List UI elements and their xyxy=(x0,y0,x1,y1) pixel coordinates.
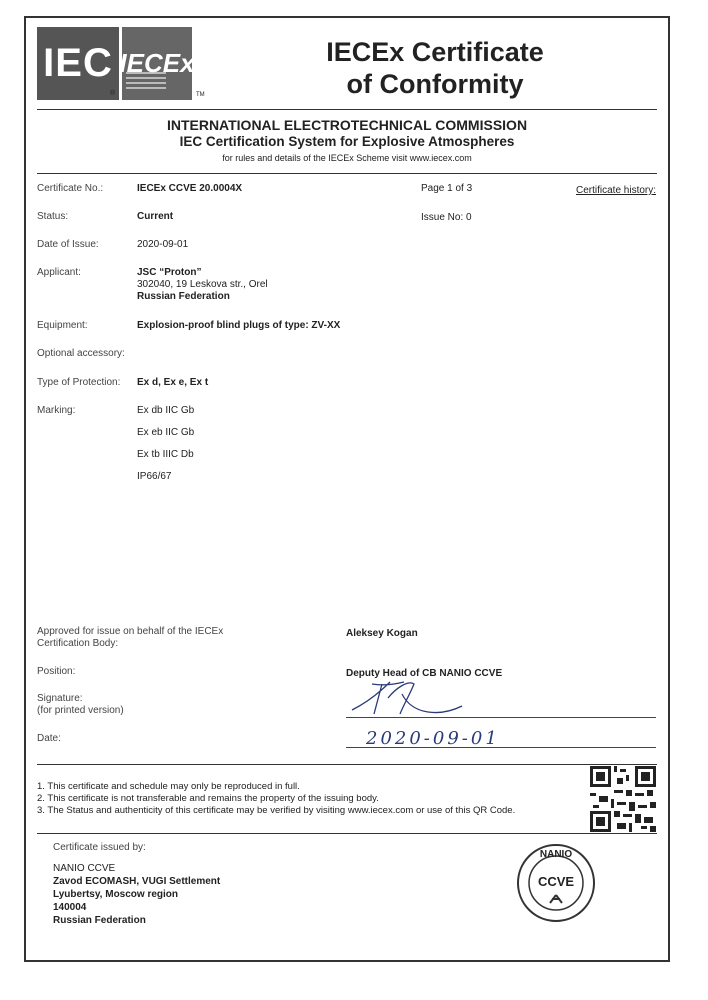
signature-line xyxy=(346,717,656,718)
cert-no-label: Certificate No.: xyxy=(37,183,104,194)
qr-code[interactable] xyxy=(590,766,656,832)
signature-label: Signature: (for printed version) xyxy=(37,693,124,716)
page-indicator: Page 1 of 3 xyxy=(421,183,473,194)
approved-label: Approved for issue on behalf of the IECEx Certification Body: xyxy=(37,626,224,649)
date-of-issue-label: Date of Issue: xyxy=(37,239,99,250)
seal-text: NANIO xyxy=(539,849,573,860)
issuer-address: NANIO CCVE Zavod ECOMASH, VUGI Settlement Lyubertsy, Moscow region 140004 Russian Federation xyxy=(53,863,221,926)
applicant-label: Applicant: xyxy=(37,267,81,278)
position-label: Position: xyxy=(37,666,76,677)
marking-label: Marking: xyxy=(37,405,76,416)
equipment-label: Equipment: xyxy=(37,320,88,331)
divider xyxy=(37,173,657,174)
divider xyxy=(37,833,657,834)
optional-accessory-label: Optional accessory: xyxy=(37,348,125,359)
date-line xyxy=(346,747,656,748)
cert-no: IECEx CCVE 20.0004X xyxy=(137,183,243,194)
handwritten-date: 2020-09-01 xyxy=(366,728,500,749)
applicant-country: Russian Federation xyxy=(137,291,230,302)
divider xyxy=(37,109,657,110)
date-of-issue: 2020-09-01 xyxy=(137,239,189,250)
issue-no: Issue No: 0 xyxy=(421,212,472,223)
marking-item: Ex eb IIC Gb xyxy=(137,427,195,438)
status-label: Status: xyxy=(37,211,69,222)
note-item: 1. This certificate and schedule may only be reproduced in full. xyxy=(37,781,300,792)
iec-logo: IEC xyxy=(37,27,119,100)
seal-inner-text: CCVE xyxy=(537,874,575,889)
page-title: IECEx Certificate of Conformity xyxy=(326,37,544,99)
marking-item: IP66/67 xyxy=(137,471,172,482)
signature-image xyxy=(344,674,464,722)
divider xyxy=(37,764,657,765)
iecex-logo: IECEx xyxy=(122,27,192,100)
nanio-seal-logo xyxy=(516,843,596,923)
note-item: 3. The Status and authenticity of this certificate may be verified by visiting www.iecex.com or use of this QR Code. xyxy=(37,805,516,816)
marking-item: Ex tb IIIC Db xyxy=(137,449,194,460)
registered-mark: ® xyxy=(110,90,116,97)
trademark-mark: TM xyxy=(196,92,205,98)
note-item: 2. This certificate is not transferable and remains the property of the issuing body. xyxy=(37,793,379,804)
equipment-value: Explosion-proof blind plugs of type: ZV-XX xyxy=(137,320,341,331)
commission-title: INTERNATIONAL ELECTROTECHNICAL COMMISSION xyxy=(166,117,528,133)
certificate-history-link[interactable]: Certificate history: xyxy=(576,185,657,196)
commission-subtitle: IEC Certification System for Explosive Atmospheres xyxy=(179,134,515,149)
applicant-name: JSC “Proton” xyxy=(137,267,202,278)
position-value: Deputy Head of CB NANIO CCVE xyxy=(346,668,503,679)
notes-list xyxy=(37,781,515,817)
status-value: Current xyxy=(137,211,174,222)
protection-label: Type of Protection: xyxy=(37,377,121,388)
applicant-address: 302040, 19 Leskova str., Orel xyxy=(137,279,268,290)
commission-note: for rules and details of the IECEx Scheme visit www.iecex.com xyxy=(222,153,472,163)
date-label: Date: xyxy=(37,733,61,744)
approver-name: Aleksey Kogan xyxy=(346,628,418,639)
marking-item: Ex db IIC Gb xyxy=(137,405,195,416)
issued-by-label: Certificate issued by: xyxy=(53,842,146,853)
protection-value: Ex d, Ex e, Ex t xyxy=(137,377,209,388)
